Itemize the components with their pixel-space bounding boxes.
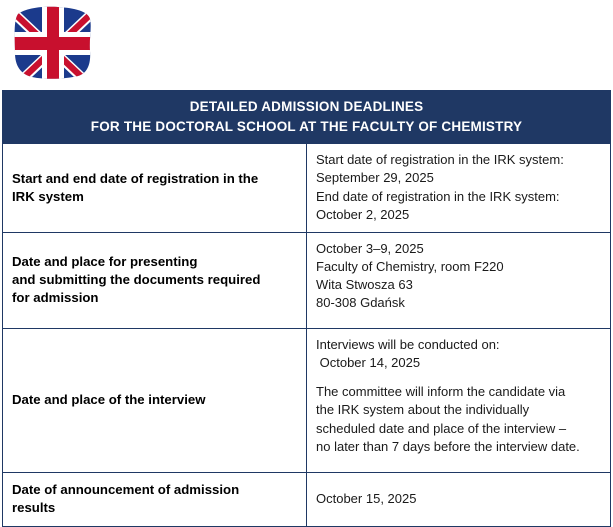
table-row: [3, 232, 611, 328]
row-label-registration: Start and end date of registration in the IRK system: [3, 144, 307, 233]
uk-flag-icon: [12, 5, 94, 82]
header-line-1: DETAILED ADMISSION DEADLINES: [189, 99, 424, 114]
table-row: [3, 472, 611, 526]
table-header-row: [3, 91, 611, 144]
united-kingdom-flag: [12, 5, 94, 82]
row-label-results: Date of announcement of admission results: [3, 472, 307, 526]
row-value-documents: October 3–9, 2025 Faculty of Chemistry, room F220 Wita Stwosza 63 80-308 Gdańsk: [307, 232, 611, 328]
row-value-interview: Interviews will be conducted on: October 14, 2025 The committee will inform the candidate via the IRK system about the individually scheduled date and place of the interview – no later than 7 days before the interview date.: [307, 328, 611, 472]
table-row: [3, 144, 611, 233]
row-value-registration: Start date of registration in the IRK system: September 29, 2025 End date of registration in the IRK system: October 2, 2025: [307, 144, 611, 233]
header-line-2: FOR THE DOCTORAL SCHOOL AT THE FACULTY OF CHEMISTRY: [90, 118, 523, 134]
row-value-results: October 15, 2025: [307, 472, 611, 526]
table-row: [3, 328, 611, 472]
row-label-documents: Date and place for presenting and submitting the documents required for admission: [3, 232, 307, 328]
table-header-cell: [3, 91, 611, 144]
admission-deadlines-table: [2, 90, 611, 527]
paragraph-spacer: [316, 372, 601, 383]
row-label-interview: Date and place of the interview: [3, 328, 307, 472]
